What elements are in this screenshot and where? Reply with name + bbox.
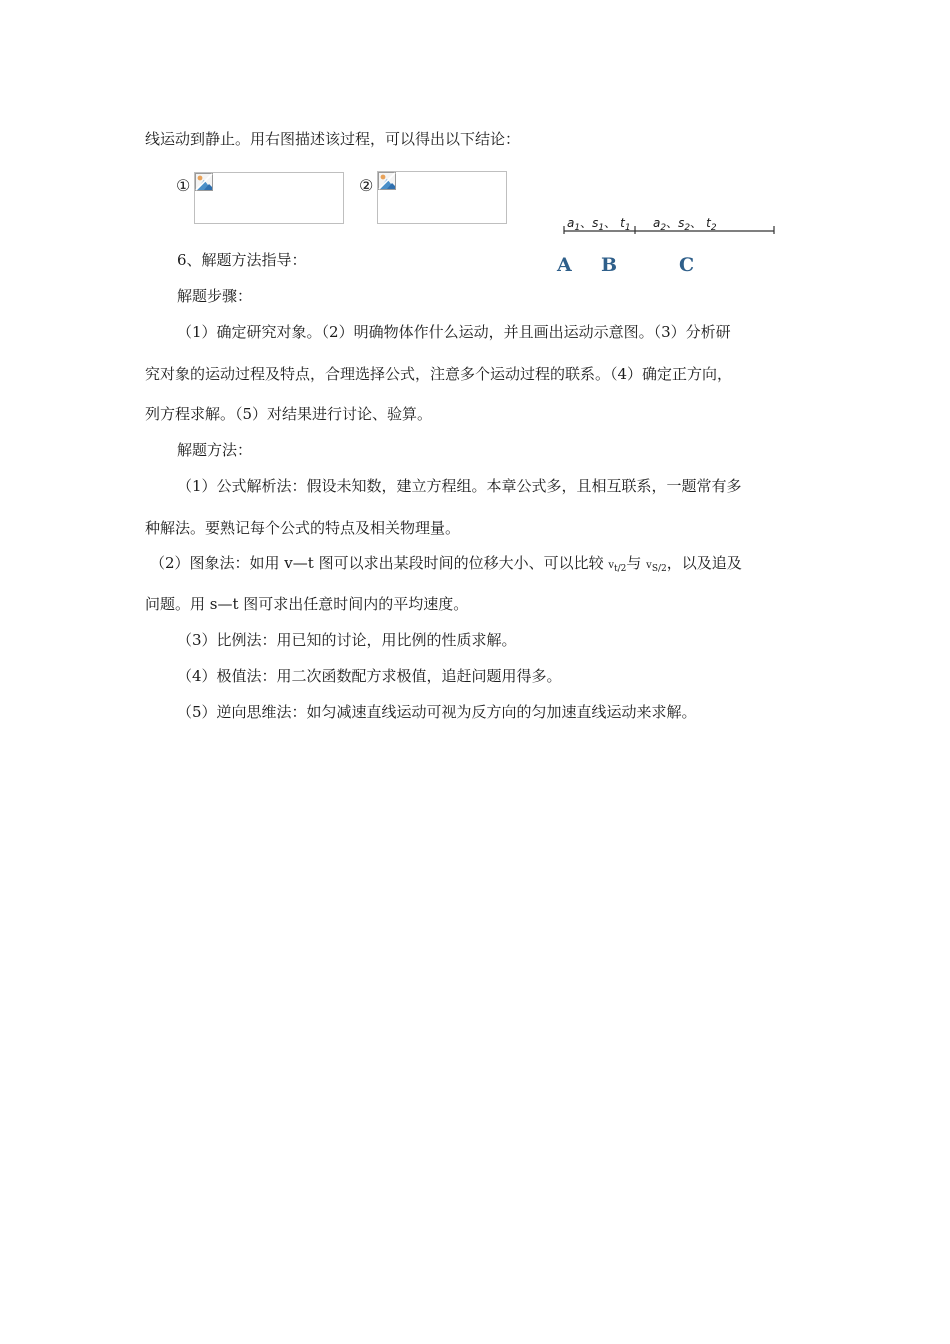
steps-heading: 解题步骤： [177,287,253,305]
method-2-line-2: 问题。用 s—t 图可求出任意时间内的平均速度。 [145,595,469,613]
point-a-label: A [557,254,572,276]
method-3-line: （3）比例法：用已知的讨论，用比例的性质求解。 [177,631,517,649]
method-5-line: （5）逆向思维法：如匀减速直线运动可视为反方向的匀加速直线运动来求解。 [177,703,697,721]
motion-track-line [560,222,780,238]
methods-heading: 解题方法： [177,441,253,459]
conclusion-2-marker: ② [359,176,374,195]
segment-1-label: $a_1$、$s_1$、 $t_1$ [567,216,631,233]
conclusion-2-image [377,171,507,224]
method-guide-heading: 6、解题方法指导： [177,251,307,269]
method-4-line: （4）极值法：用二次函数配方求极值，追赶问题用得多。 [177,667,562,685]
segment-2-label: $a_2$、$s_2$、 $t_2$ [653,216,717,233]
broken-image-icon [378,172,396,190]
point-c-label: C [679,254,695,276]
intro-line: 线运动到静止。用右图描述该过程，可以得出以下结论： [145,130,521,148]
broken-image-icon [195,173,213,191]
method-2-line-1: （2）图象法：如用 v—t 图可以求出某段时间的位移大小、可以比较 $v_{t/2}$与 $v_{S/2}$，以及追及 [150,554,742,574]
steps-line-3: 列方程求解。（5）对结果进行讨论、验算。 [145,405,433,423]
point-b-label: B [601,254,618,276]
method-1-line-1: （1）公式解析法：假设未知数，建立方程组。本章公式多，且相互联系，一题常有多 [177,477,742,495]
method-1-line-2: 种解法。要熟记每个公式的特点及相关物理量。 [145,519,461,537]
conclusion-1-marker: ① [176,176,191,195]
conclusion-1-image [194,172,344,224]
steps-line-1: （1）确定研究对象。（2）明确物体作什么运动，并且画出运动示意图。（3）分析研 [177,323,731,341]
steps-line-2: 究对象的运动过程及特点，合理选择公式，注意多个运动过程的联系。（4）确定正方向， [145,365,733,383]
